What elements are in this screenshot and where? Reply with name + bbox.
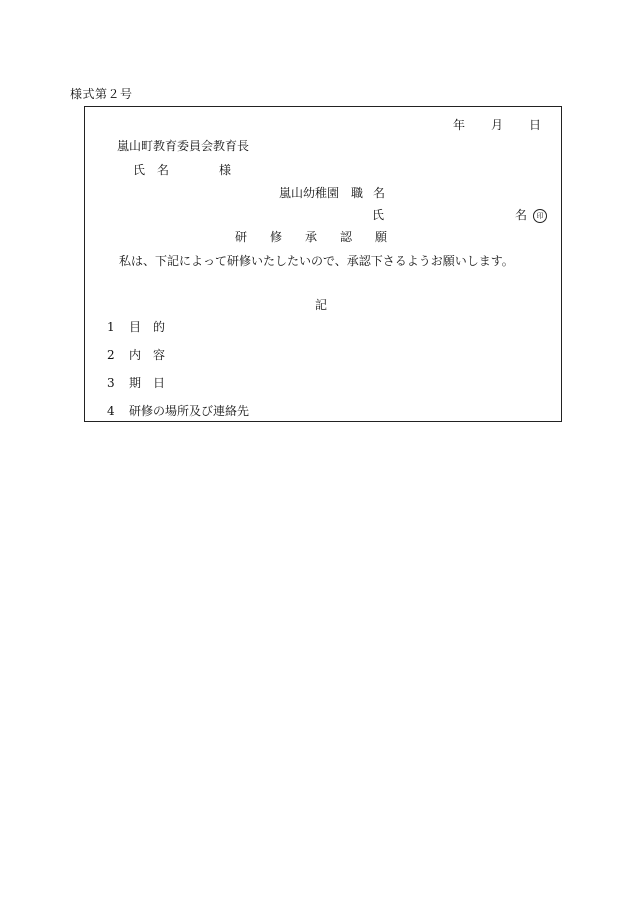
list-item [107, 375, 177, 391]
date-month-label: 月 [490, 118, 503, 132]
organization-mei: 名 [373, 186, 386, 200]
addressee-sama: 様 [219, 163, 232, 177]
addressee-mei: 名 [157, 163, 170, 177]
item-label: 内容 [129, 348, 178, 362]
date-row [453, 117, 541, 133]
item-label: 目的 [129, 320, 178, 334]
organization-name: 嵐山幼稚園 [279, 186, 340, 200]
addressee: 嵐山町教育委員会教育長 [117, 139, 250, 153]
applicant-surname-label: 氏 [372, 208, 385, 222]
item-label: 期日 [129, 376, 178, 390]
applicant-given-text: 名 [514, 208, 527, 222]
addressee-name-line [133, 162, 231, 178]
organization-line [279, 185, 385, 201]
date-year-label: 年 [452, 118, 465, 132]
date-day-label: 日 [528, 118, 541, 132]
item-label: 研修の場所及び連絡先 [129, 404, 250, 418]
applicant-given-label [515, 207, 547, 223]
item-number: 3 [107, 376, 115, 390]
organization-shoku: 職 [351, 186, 364, 200]
request-body-text: 私は、下記によって研修いたしたいので、承認下さるようお願いします。 [119, 254, 514, 268]
list-item [107, 347, 177, 363]
list-item [107, 403, 249, 419]
item-number: 1 [107, 320, 115, 334]
item-number: 2 [107, 348, 115, 362]
form-number: 様式第２号 [70, 87, 133, 101]
ki-heading: 記 [315, 298, 328, 312]
list-item [107, 319, 177, 335]
addressee-shi: 氏 [133, 163, 146, 177]
item-number: 4 [107, 404, 115, 418]
document-title: 研修承認願 [235, 230, 411, 244]
application-form-frame [84, 106, 562, 422]
seal-icon: 印 [533, 209, 547, 223]
